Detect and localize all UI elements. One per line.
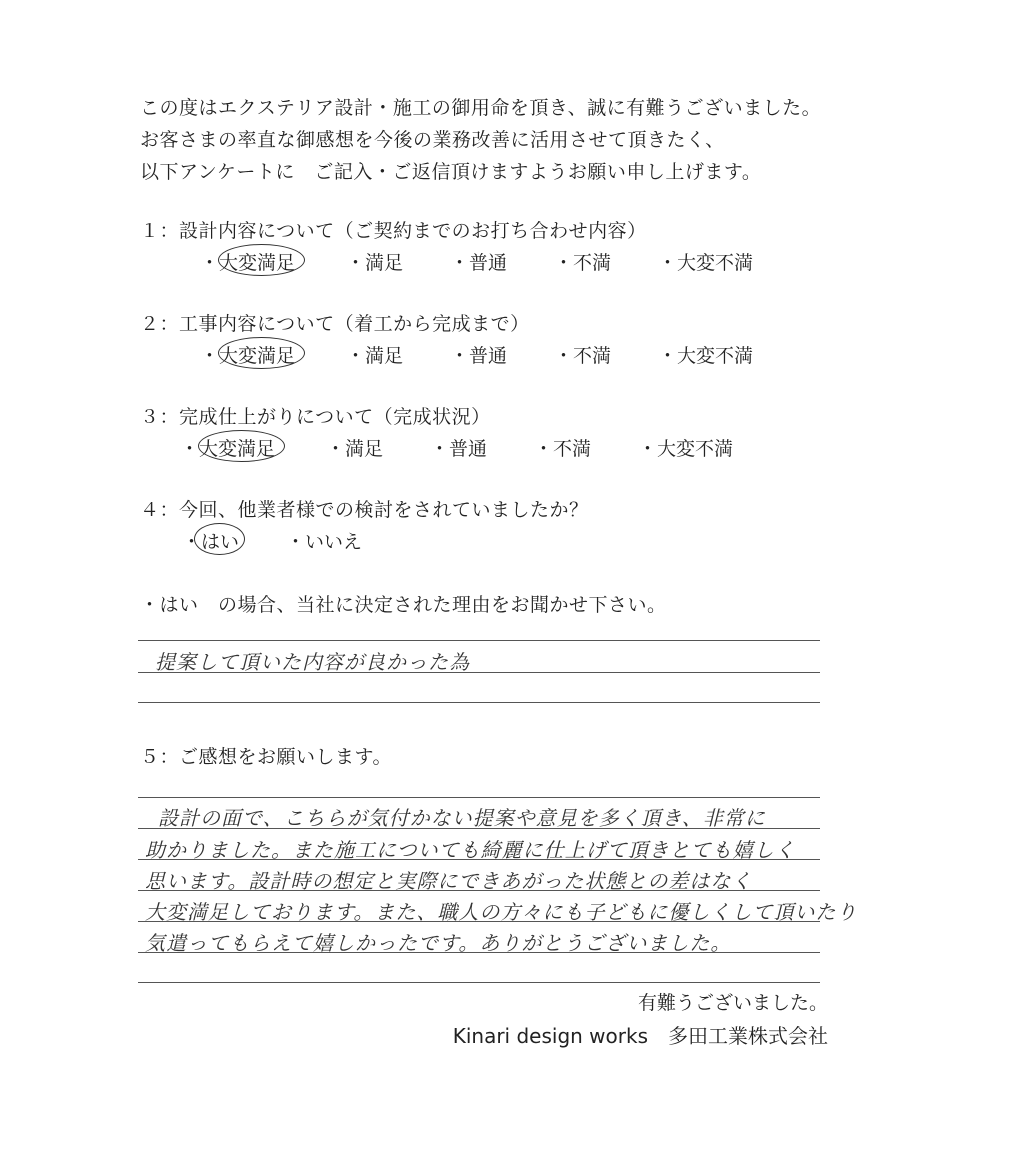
q5-answer-line-5: 気遣ってもらえて嬉しかったです。ありがとうございました。 [145, 931, 732, 955]
q1-option-satisfied[interactable]: ・満足 [346, 252, 404, 274]
selected-circle-mark [194, 523, 245, 555]
ruled-line [138, 921, 820, 922]
ruled-line [138, 702, 820, 703]
ruled-line [138, 890, 820, 891]
q1-option-dissatisfied[interactable]: ・不満 [554, 252, 612, 274]
q3-option-very-dissatisfied[interactable]: ・大変不満 [638, 438, 734, 460]
selected-circle-mark [198, 430, 285, 462]
q1-option-normal[interactable]: ・普通 [450, 252, 508, 274]
ruled-line [138, 828, 820, 829]
ruled-line [138, 640, 820, 641]
q2-option-dissatisfied[interactable]: ・不満 [554, 345, 612, 367]
q3-option-dissatisfied[interactable]: ・不満 [534, 438, 592, 460]
q2-option-normal[interactable]: ・普通 [450, 345, 508, 367]
selected-circle-mark [218, 244, 305, 276]
q1-option-very-dissatisfied[interactable]: ・大変不満 [658, 252, 754, 274]
company-signature: Kinari design works 多田工業株式会社 [452, 1024, 828, 1048]
intro-line-3: 以下アンケートに ご記入・ご返信頂けますようお願い申し上げます。 [140, 161, 762, 183]
question-3-options [180, 434, 780, 462]
reason-answer-text: 提案して頂いた内容が良かった為 [155, 650, 470, 674]
ruled-line [138, 672, 820, 673]
intro-line-2: お客さまの率直な御感想を今後の業務改善に活用させて頂きたく、 [140, 129, 725, 151]
q4-option-yes[interactable]: ・はい [182, 527, 239, 554]
question-4-options [182, 527, 482, 555]
q4-option-no[interactable]: ・いいえ [286, 531, 363, 553]
question-1-options [200, 248, 800, 276]
q2-option-very-satisfied[interactable]: ・大変満足 [200, 341, 295, 368]
question-1: １：設計内容について（ご契約までのお打ち合わせ内容） [140, 220, 647, 242]
closing-thanks: 有難うございました。 [637, 992, 828, 1014]
q2-option-very-dissatisfied[interactable]: ・大変不満 [658, 345, 754, 367]
intro-line-1: この度はエクステリア設計・施工の御用命を頂き、誠に有難うございました。 [140, 97, 822, 119]
q5-answer-line-3: 思います。設計時の想定と実際にできあがった状態との差はなく [145, 869, 753, 893]
question-5: ５：ご感想をお願いします。 [140, 746, 392, 768]
q3-option-normal[interactable]: ・普通 [430, 438, 488, 460]
q5-answer-line-1: 設計の面で、こちらが気付かない提案や意見を多く頂き、非常に [158, 806, 766, 830]
q3-option-very-satisfied[interactable]: ・大変満足 [180, 434, 275, 461]
selected-circle-mark [218, 337, 305, 369]
q5-answer-line-2: 助かりました。また施工についても綺麗に仕上げて頂きとても嬉しく [145, 838, 796, 862]
question-4: ４：今回、他業者様での検討をされていましたか？ [140, 499, 589, 521]
q5-answer-line-4: 大変満足しております。また、職人の方々にも子どもに優しくして頂いたり [145, 900, 858, 924]
question-3: ３：完成仕上がりについて（完成状況） [140, 406, 491, 428]
ruled-line [138, 952, 820, 953]
ruled-line [138, 982, 820, 983]
q1-option-very-satisfied[interactable]: ・大変満足 [200, 248, 295, 275]
q3-option-satisfied[interactable]: ・満足 [326, 438, 384, 460]
ruled-line [138, 797, 820, 798]
reason-prompt: ・はい の場合、当社に決定された理由をお聞かせ下さい。 [140, 594, 667, 616]
question-2: ２：工事内容について（着工から完成まで） [140, 313, 530, 335]
ruled-line [138, 859, 820, 860]
q2-option-satisfied[interactable]: ・満足 [346, 345, 404, 367]
question-2-options [200, 341, 800, 369]
